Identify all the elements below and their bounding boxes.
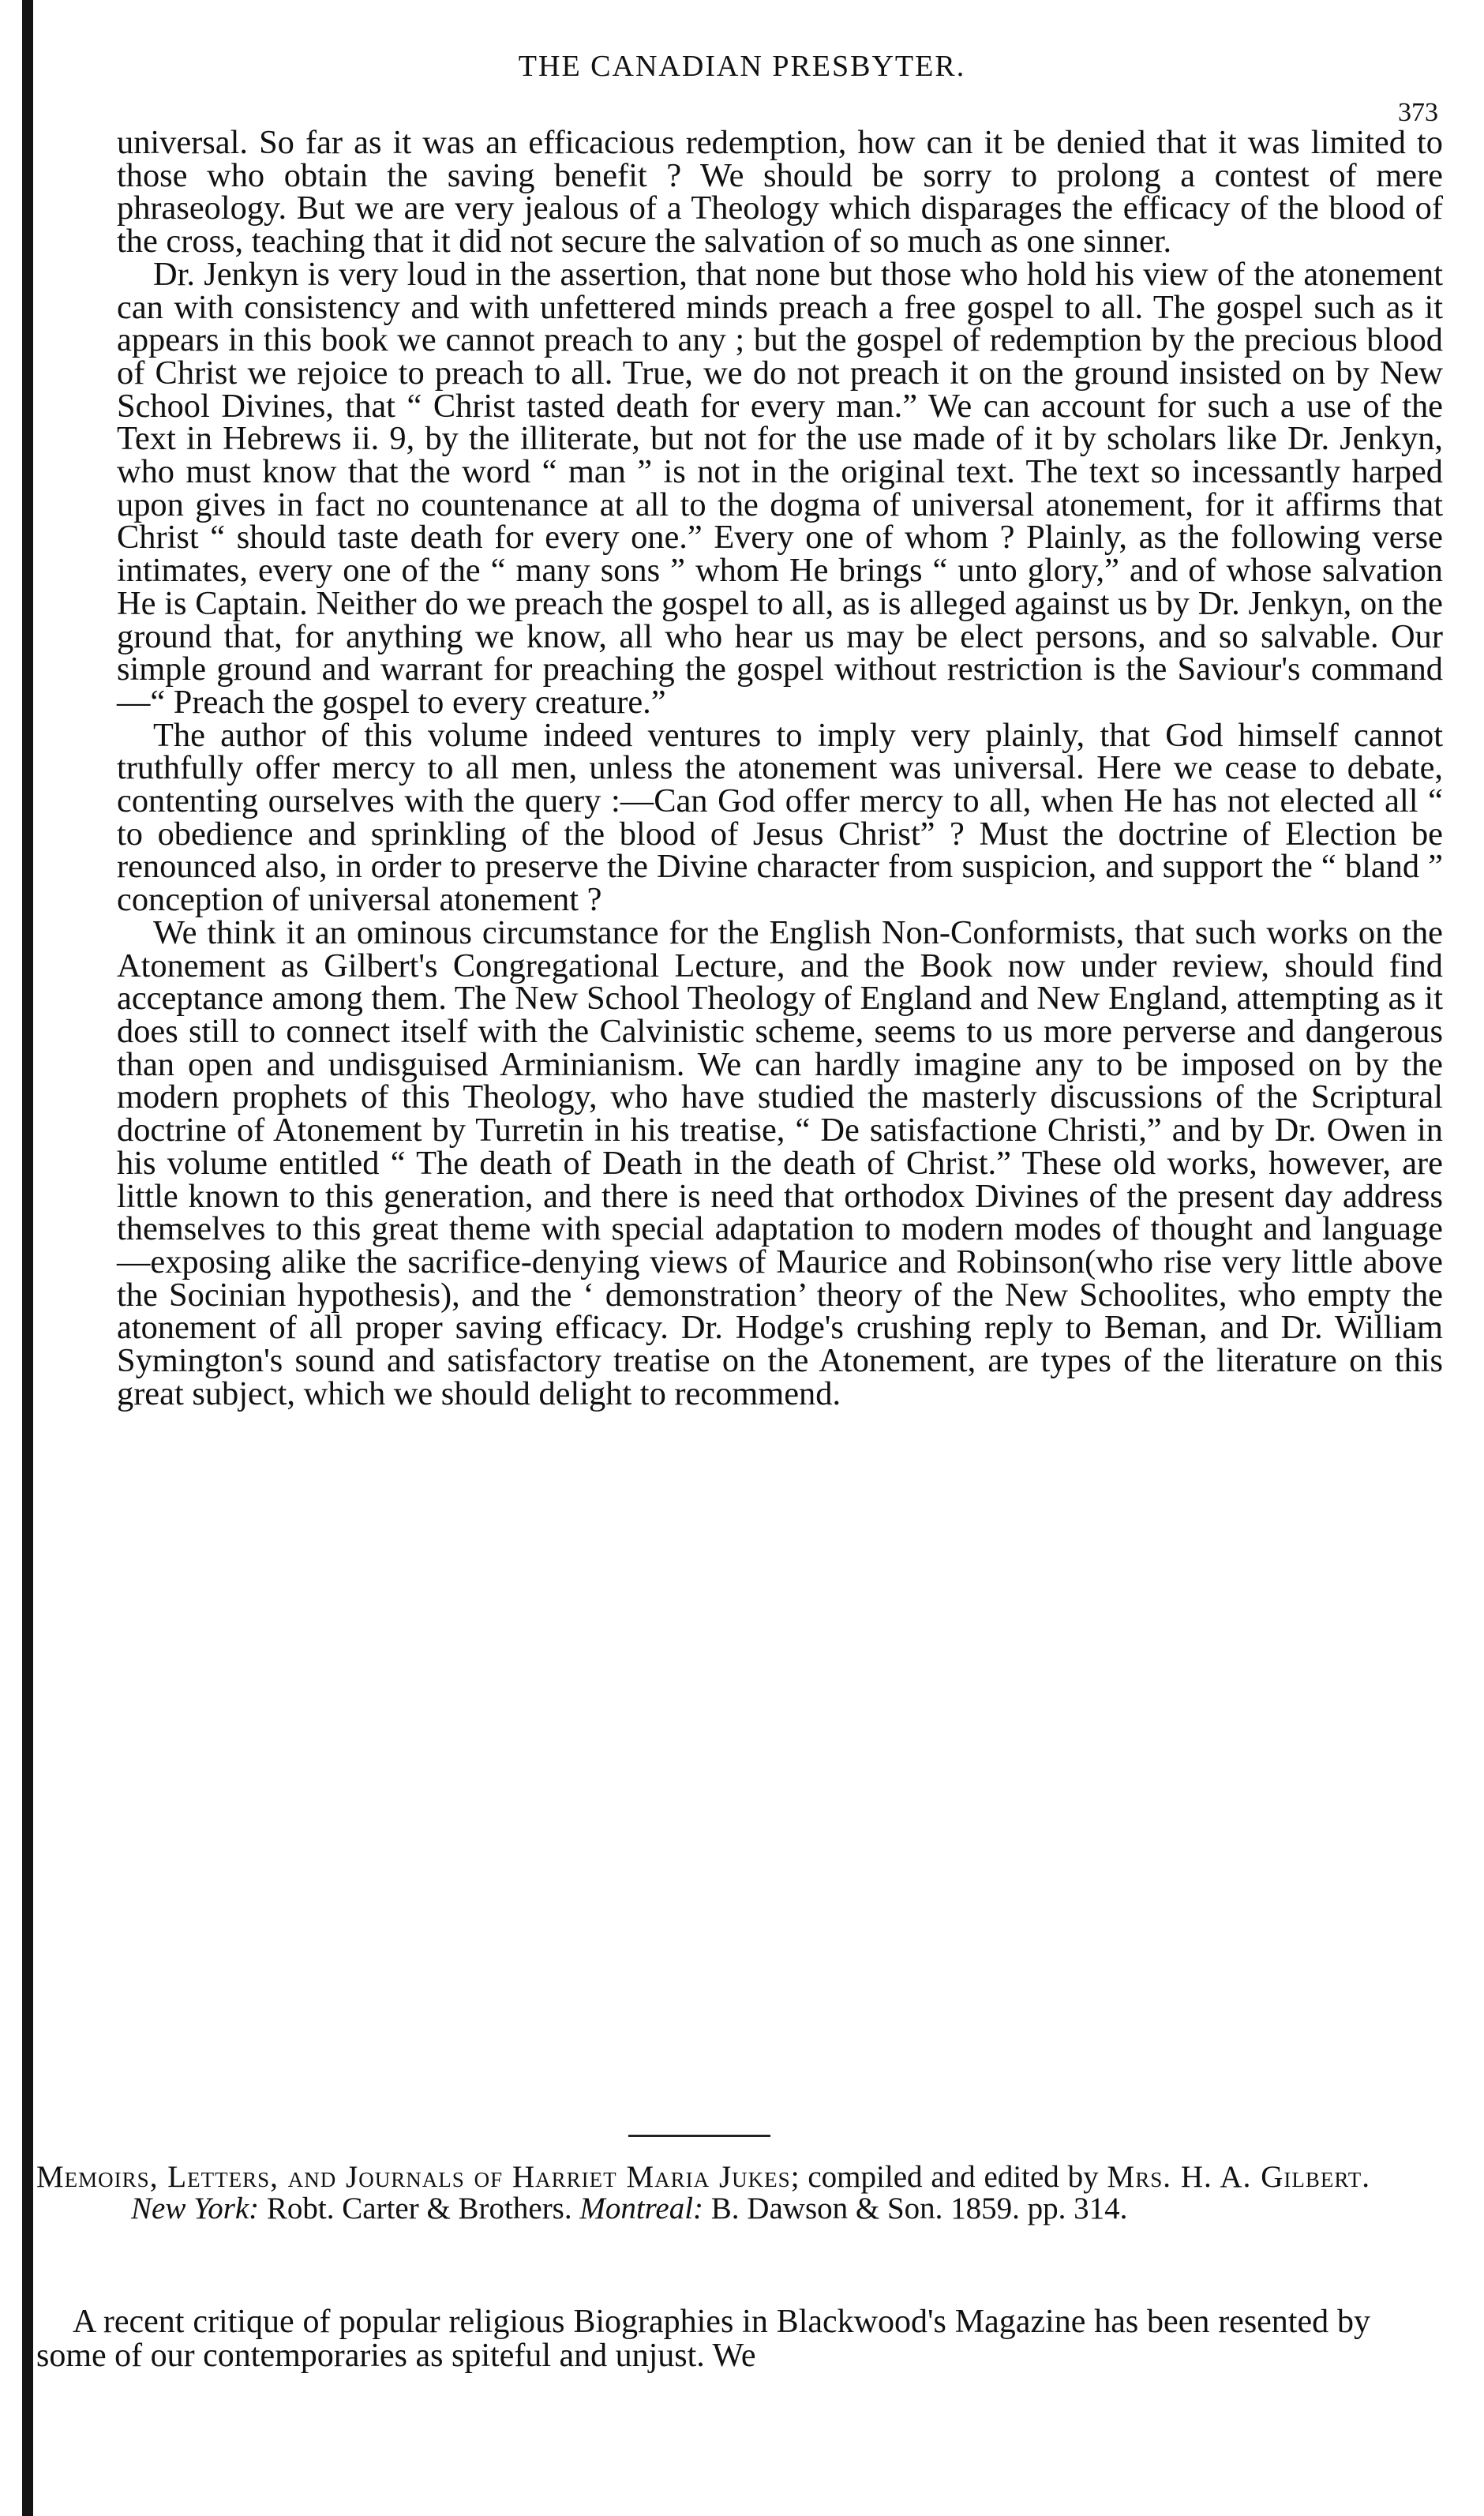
article-body bbox=[117, 126, 1443, 1410]
section-divider bbox=[628, 2135, 770, 2137]
page-number: 373 bbox=[1398, 98, 1438, 127]
paragraph-1: universal. So far as it was an efficacious redemption, how can it be denied that it was limited to those who obtain the saving benefit ? We should be sorry to prolong a contest of mere phraseology. But we are very jealous of a Theology which disparages the efficacy of the blood of the cross, teaching that it did not secure the salvation of so much as one sinner. bbox=[117, 124, 1443, 261]
publisher-montreal: B. Dawson & Son. 1859. pp. 314. bbox=[710, 2192, 1128, 2225]
binding-edge bbox=[22, 0, 33, 2516]
review-opening-paragraph: A recent critique of popular religious Biographies in Blackwood's Magazine has been resented by some of our contemporaries as spiteful and unjust. We bbox=[36, 2304, 1370, 2374]
book-title: Memoirs, Letters, and Journals of Harriet Maria Jukes bbox=[36, 2160, 791, 2194]
running-title: THE CANADIAN PRESBYTER. bbox=[518, 50, 966, 83]
place-new-york: New York: bbox=[131, 2192, 260, 2225]
book-title-tail: ; compiled and edited by bbox=[790, 2160, 1099, 2194]
place-montreal: Montreal: bbox=[579, 2192, 704, 2225]
paragraph-3: The author of this volume indeed ventures to imply very plainly, that God himself cannot truthfully offer mercy to all men, unless the atonement was universal. Here we cease to debate, contenting ourselves with the query :—Can God offer mercy to all, when He has not elected all “ to obedience and sprinkling of the blood of Jesus Christ” ? Must the doctrine of Election be renounced also, in order to preserve the Divine character from suspicion, and support the “ bland ” conception of universal atonement ? bbox=[117, 716, 1443, 919]
paragraph-4: We think it an ominous circumstance for the English Non-Conformists, that such works on the Atonement as Gilbert's Congregational Lecture, and the Book now under review, should find acceptance among them. The New School Theology of England and New England, attempting as it does still to connect itself with the Calvinistic scheme, seems to us more perverse and dangerous than open and undisguised Arminianism. We can hardly imagine any to be imposed on by the modern prophets of this Theology, who have studied the masterly discussions of the Scriptural doctrine of Atonement by Turretin in his treatise, “ De satisfactione Christi,” and by Dr. Owen in his volume entitled “ The death of Death in the death of Christ.” These old works, however, are little known to this generation, and there is need that orthodox Divines of the present day address themselves to this great theme with special adaptation to modern modes of thought and language—exposing alike the sacrifice-denying views of Maurice and Robinson(who rise very little above the Socinian hypothesis), and the ‘ demonstration’ theory of the New Schoolites, who empty the atonement of all proper saving efficacy. Dr. Hodge's crushing reply to Beman, and Dr. William Symington's sound and satisfactory treatise on the Atonement, are types of the literature on this great subject, which we should delight to recommend. bbox=[117, 913, 1443, 1412]
paragraph-2: Dr. Jenkyn is very loud in the assertion, that none but those who hold his view of the atonement can with consistency and with unfettered minds preach a free gospel to all. The gospel such as it appears in this book we cannot preach to any ; but the gospel of redemption by the precious blood of Christ we rejoice to preach to all. True, we do not preach it on the ground insisted on by New School Divines, that “ Christ tasted death for every man.” We can account for such a use of the Text in Hebrews ii. 9, by the illiterate, but not for the use made of it by scholars like Dr. Jenkyn, who must know that the word “ man ” is not in the original text. The text so incessantly harped upon gives in fact no countenance at all to the dogma of universal atonement, for it affirms that Christ “ should taste death for every one.” Every one of whom ? Plainly, as the following verse intimates, every one of the “ many sons ” whom He brings “ unto glory,” and of whose salvation He is Captain. Neither do we preach the gospel to all, as is alleged against us by Dr. Jenkyn, on the ground that, for anything we know, all who hear us may be elect persons, and so salvable. Our simple ground and warrant for preaching the gospel without restriction is the Saviour's command—“ Preach the gospel to every creature.” bbox=[117, 255, 1443, 721]
book-review-heading bbox=[36, 2162, 1370, 2225]
publisher-new-york: Robt. Carter & Brothers. bbox=[266, 2192, 572, 2225]
compiler-name: Mrs. H. A. Gilbert. bbox=[1107, 2160, 1370, 2194]
